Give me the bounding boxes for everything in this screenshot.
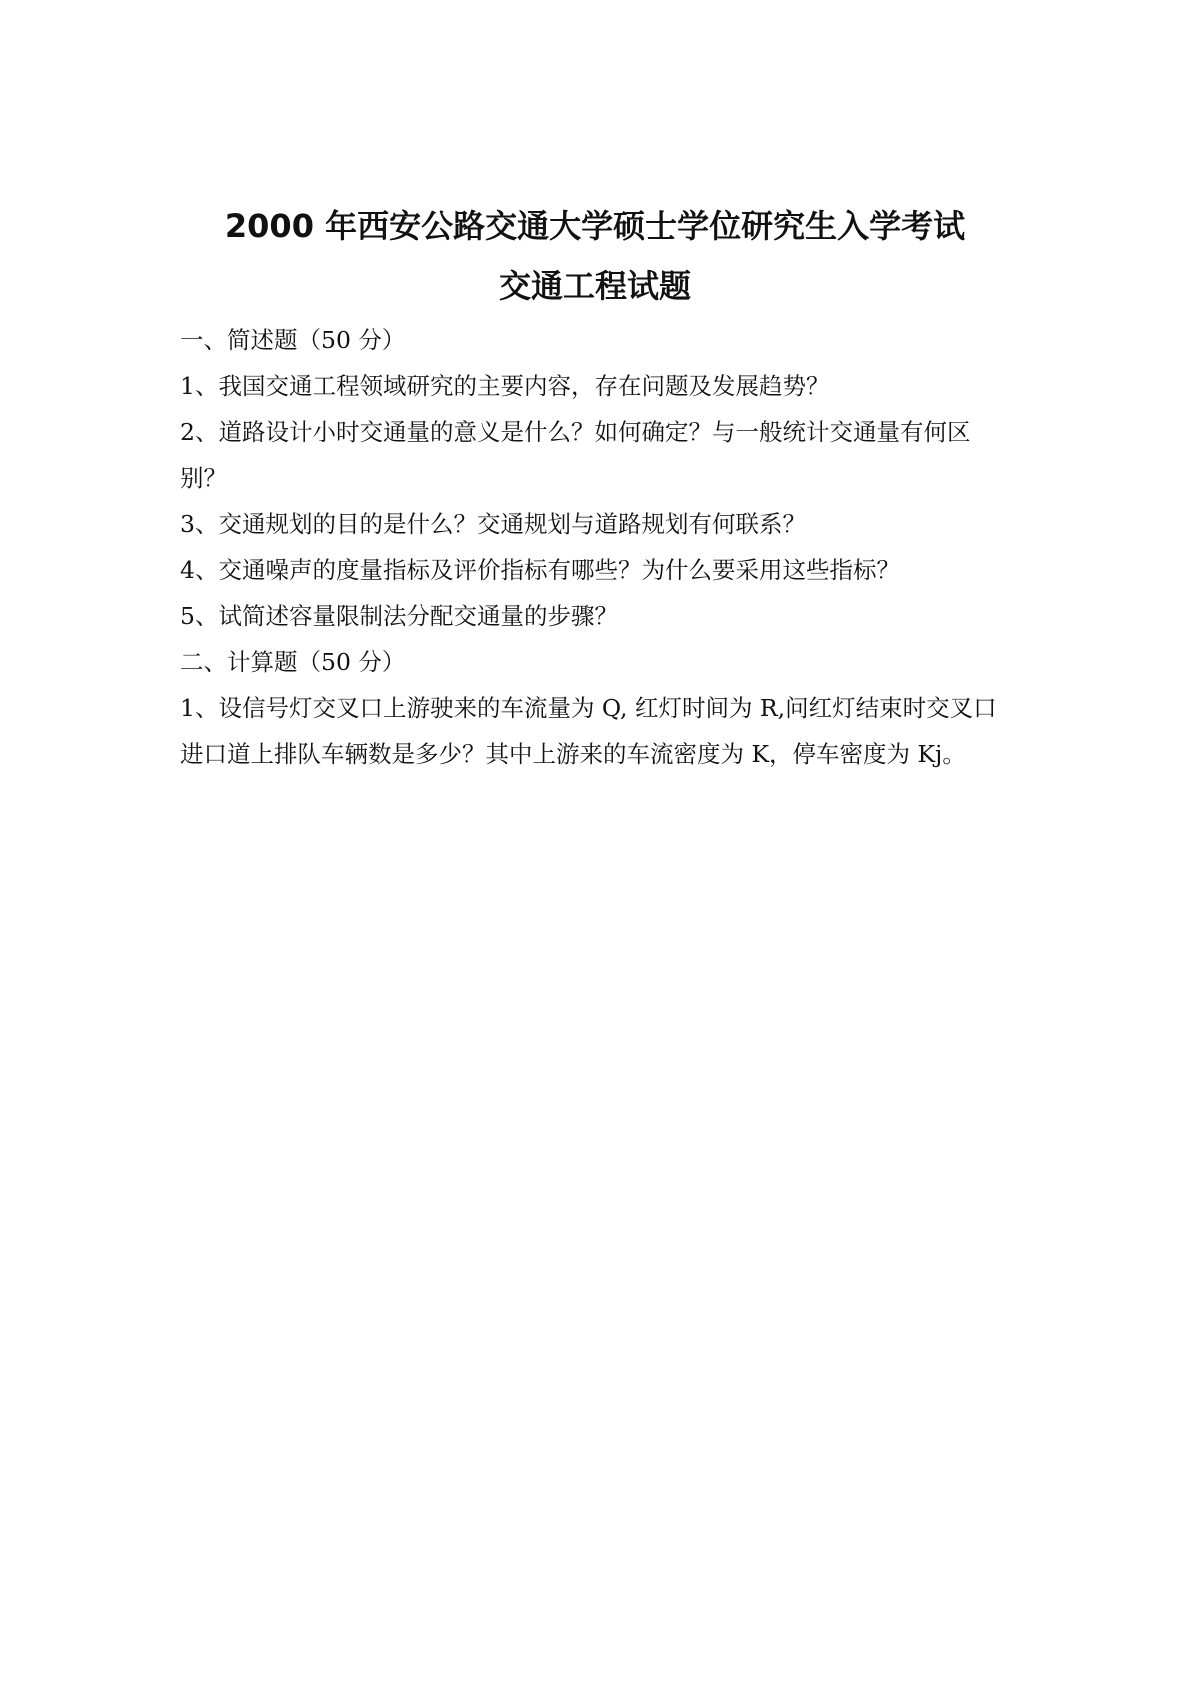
exam-subtitle: 交通工程试题 — [498, 267, 691, 305]
question-line: 1、我国交通工程领域研究的主要内容，存在问题及发展趋势？ — [180, 372, 830, 400]
question-line: 5、试简述容量限制法分配交通量的步骤？ — [180, 602, 618, 630]
question-line: 1、设信号灯交叉口上游驶来的车流量为 Q, 红灯时间为 R,问红灯结束时交叉口 — [180, 694, 997, 722]
question-line: 进口道上排队车辆数是多少？其中上游来的车流密度为 K，停车密度为 Kj。 — [180, 740, 966, 768]
exam-title: 2000 年西安公路交通大学硕士学位研究生入学考试 — [224, 207, 966, 245]
question-line: 3、交通规划的目的是什么？交通规划与道路规划有何联系？ — [180, 510, 806, 538]
question-line: 4、交通噪声的度量指标及评价指标有哪些？为什么要采用这些指标？ — [180, 556, 900, 584]
question-line: 别？ — [180, 464, 227, 492]
section-heading-calculation: 二、计算题（50 分） — [180, 648, 406, 676]
section-heading-short-answer: 一、简述题（50 分） — [180, 326, 406, 354]
question-line: 2、道路设计小时交通量的意义是什么？如何确定？与一般统计交通量有何区 — [180, 418, 971, 446]
